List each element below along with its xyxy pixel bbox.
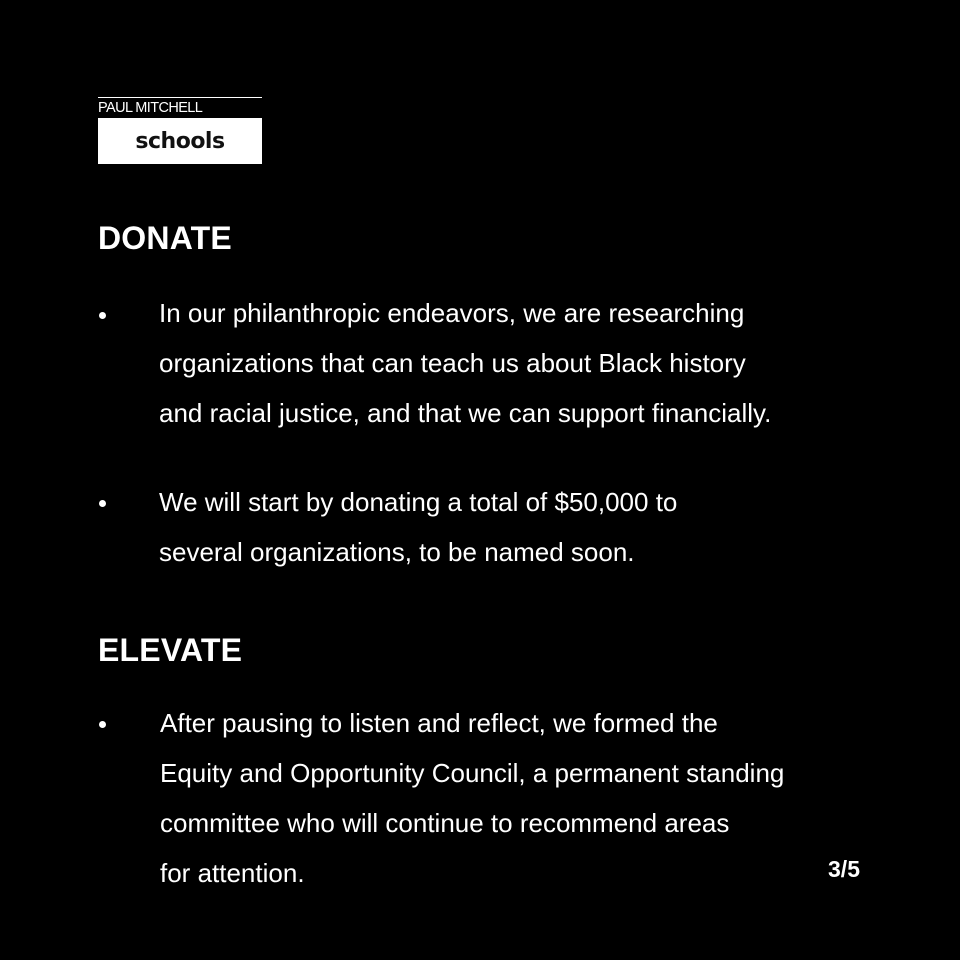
bullet-text bbox=[159, 288, 879, 438]
bullet-line: After pausing to listen and reflect, we formed the bbox=[160, 708, 718, 738]
section-heading-donate: DONATE bbox=[98, 220, 232, 256]
bullet-icon bbox=[99, 312, 106, 319]
paul-mitchell-schools-logo bbox=[98, 97, 262, 164]
bullet-line: committee who will continue to recommend areas bbox=[160, 808, 730, 838]
bullet-line: Equity and Opportunity Council, a permanent standing bbox=[160, 758, 785, 788]
bullet-icon bbox=[99, 500, 106, 507]
logo-schools-text: schools bbox=[98, 118, 262, 164]
bullet-line: organizations that can teach us about Black history bbox=[159, 348, 746, 378]
section-heading-elevate: ELEVATE bbox=[98, 632, 243, 668]
bullet-line: and racial justice, and that we can support financially. bbox=[159, 398, 772, 428]
bullet-icon bbox=[99, 721, 106, 728]
bullet-line: We will start by donating a total of $50,000 to bbox=[159, 487, 678, 517]
logo-brand-text: PAUL MITCHELL bbox=[98, 97, 262, 117]
page-indicator: 3/5 bbox=[828, 856, 860, 882]
bullet-line: several organizations, to be named soon. bbox=[159, 537, 635, 567]
bullet-line: for attention. bbox=[160, 858, 305, 888]
bullet-text bbox=[160, 698, 880, 898]
bullet-line: In our philanthropic endeavors, we are researching bbox=[159, 298, 745, 328]
bullet-text bbox=[159, 477, 879, 577]
